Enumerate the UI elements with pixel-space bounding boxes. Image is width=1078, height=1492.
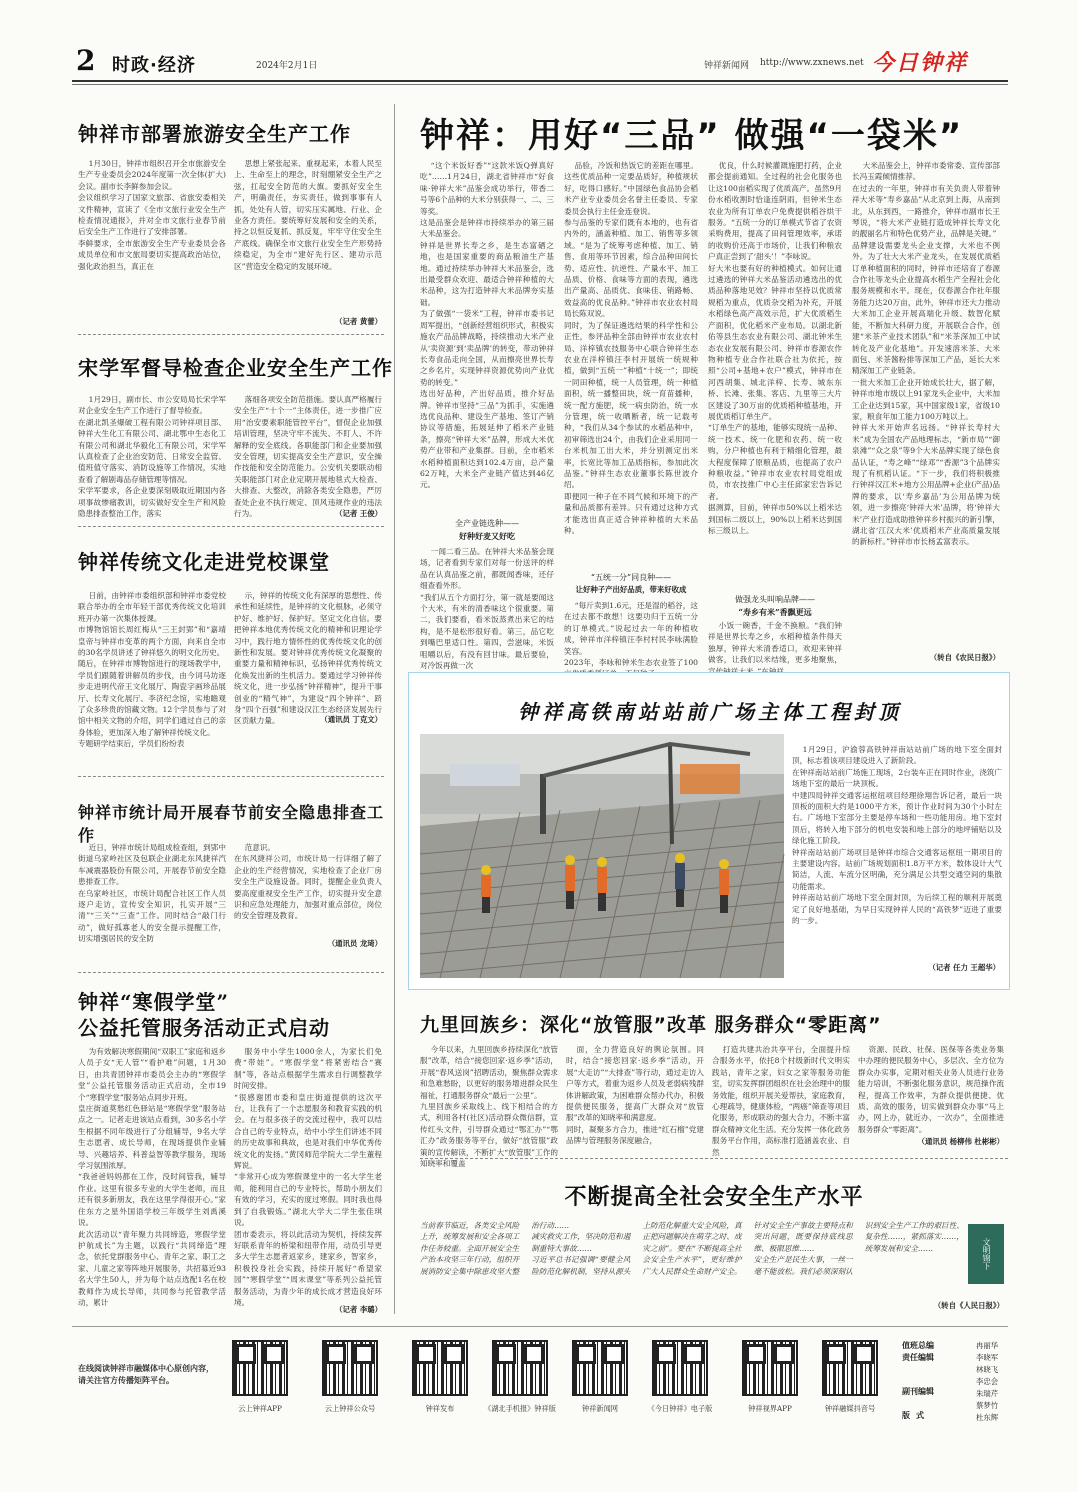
headline-editorial: 不断提高全社会安全生产水平 (564, 1184, 864, 1210)
lead-subhead3a: 做强龙头叫响品牌—— (735, 595, 815, 604)
lead-col2a: 品验，冷饭和热饭它的差距在哪里。这些优质品种一定要品质好，种植规状好，吃得口感好。”中国绿色食品协会稻米产业专业委员会名誉主任委员、专家委员会执行主任金连登说。 参与品鉴的专家们既有本地的，也有省内外的，涵盖种植、加工、销售等多领域。“是为了统筹考虑种植、加工、销售、食用等环节因素，综合品种田间长势、适应性、抗逆性、产量水平、加工品质、价格、食味等方面的表现，遴选出产量高、品质优、食味佳、销路畅、效益高的优良品种。”钟祥市农业农村局局长陈双说。 同时，为了保证遴选结果的科学性和公正性，参评品种全部由钟祥市农业农村局、洋梓镇农技服务中心联合钟祥生态农业在洋梓镇汪李村开展统一统规种植，做到“五统一”种植“十统一”；即统一同田种植，统一人员管理，统一种植面积，统一播整田块，统一育苗播种，统一配方施肥，统一病虫防治，统一水分管理，统一收晒断者，统一记载考种，“我们从34个参试的水稻品种中，初审筛选出24个，由我们企业采用同一台米机加工出大米，并分别测定出米率，长宽比等加工品质指标，参加此次品鉴。”钟祥生态农业董事长陈世波介绍。 即便同一种子在不同气候和环境下的产量和品质都有差异。只有通过这种方式才能选出真正适合钟祥种植的大米品种。 (564, 161, 698, 535)
divider (420, 1158, 1008, 1159)
divider (78, 776, 384, 777)
credits-label: 版式 (902, 1410, 930, 1420)
headline-inspection: 宋学军督导检查企业安全生产工作 (78, 356, 393, 380)
qr-caption: 《今日钟祥》电子版 (647, 1404, 713, 1413)
tourism-safety-col1: 1月30日，钟祥市组织召开全市旅游安全生产专业委员会2024年度第一次全体(扩大)会议。副市长李鲜参加会议。 会议组织学习了国家文旅部、省旅安委相关文件精神，宣读了《全市文旅行业安全生产检查情况通报》，并对全市文旅行业春节前后安全生产工作进行了安排部署。 李鲜要求，全市旅游安全生产专业委员会各成员单位和市文旅局要切实提高政治站位，强化政治担当，真正在 (78, 159, 226, 271)
lead-col1b: 一闻二看三品。在钟祥大米品鉴会现场，记者看到专家们对每一份送评的样品在认真品鉴之前，都既闻香味，还仔细查看外形。 “我们从五个方面打分，第一就是要闻这个大米，有米的清香味这个很重要。第二，我们要看，看米饭蒸煮出来它的结构，是不是松形很好看。第三，品它吃到嘴巴里适口性。第四，尝滋味，米饭咀嚼以后，有没有回甘味。最后要验，对冷饭再做一次 (420, 547, 554, 671)
culture-col2: 示，钟祥的传统文化有深厚的思想性、传承性和延续性，是钟祥的文化根脉，必须守护好、维护好、保护好。坚定文化自信。要把钟祥本地优秀传统文化的精神和识理论学习中，践行地方情怀性的优秀传统文化的创新性和发展。要对钟祥优秀传统文化凝聚的重要力量和精神标识，弘扬钟祥优秀传统文化焕发出新的生机活力。要通过学习钟祥传统文化，进一步弘扬“钟祥精神”，提升干事创业的“精气神”，为建设“四个钟祥”、跻身“四个百强”和建设汉江生态经济发展先行区贡献力量。 (234, 591, 382, 726)
lead-subhead1a: 全产业链选种—— (455, 519, 519, 528)
site-name: 钟祥新闻网 (704, 61, 750, 71)
inspection-byline: （记者 王俊） (335, 509, 382, 518)
qr-caption: 钟祥视界APP (748, 1404, 792, 1413)
credits-name: 蔡梦竹 (976, 1401, 999, 1410)
footer-notice: 在线阅读钟祥市融媒体中心原创内容，请关注官方传播矩阵平台。 (78, 1363, 214, 1385)
construction-photo (420, 734, 784, 978)
credits-name: 李忠会 (976, 1377, 999, 1386)
masthead-rule-thin (72, 84, 1008, 85)
lead-subhead2a: “五统一分”同良种—— (590, 573, 672, 582)
headline-winter-school-line2: 公益托管服务活动正式启动 (78, 1016, 330, 1040)
credits-label: 责任编辑 (902, 1352, 934, 1362)
divider (78, 972, 384, 973)
culture-col1: 日前，由钟祥市委组织部和钟祥市委党校联合举办的全市年轻干部优秀传统文化培训班开办第一次集体授课。 市博物馆馆长周红梅从“三王封郢”和“嘉靖皇帝与钟祥市变革的两个方面，向来自全市的30名学员讲述了钟祥悠久的明文化历史。 随后，在钟祥市博物馆进行的现场教学中，学员们跟随着讲解员的步伐，由今词马坊逐步走进明代帝王文化展厅、陶瓷字画珍品展厅、长寿文化展厅、李济纪念馆，实地瞻观了众多珍贵的馆藏文物。12个学员参与了对馆中相关文物的介绍，同学们通过自己的亲身体验，更加深入地了解钟祥传统文化。 专题研学结束后，学员们纷纷表 (78, 591, 226, 749)
page-number: 2 (76, 44, 96, 77)
headline-tourism-safety: 钟祥市部署旅游安全生产工作 (78, 122, 351, 146)
qr-caption: 云上钟祥APP (238, 1404, 282, 1413)
winter-school-col2: 服务中小学生1000余人，为家长们免费“带娃”。“寒假学堂”将紧密结合“赛制”等，各站点根据学生需求自行调整教学时间安排。 “很感谢团市委和皇庄街道提供的这次平台，让我有了一个志愿服务和教育实践的机会。在与很多孩子的交流过程中，我可以结合自己的专业特点，给中小学生们讲述不同的历史故事和典故，也是对我们中华优秀传统文化的发扬。”黄冈师范学院大二学生董程辉说。 “非常开心成为寒假课堂中的一名大学生老师，能利用自己的专业特长，帮助小朋友们有效的学习，充实的度过寒假。同时我也得到了自我锻炼。”湖北大学大二学生张佳琪说。 团市委表示，将以此活动为契机，持续发挥好联系青年的桥梁和纽带作用，动员引导更多大学生志愿者返家乡，建家乡，智家乡，积极投身社会实践，持续开展好“希望家园”“寒假学堂”“周末课堂”等系列公益托管服务活动，为青少年的成长成才营造良好环境。 (234, 1047, 382, 1307)
stats-byline: （通讯员 龙琦） (327, 939, 382, 948)
inspection-col2: 落细各项安全防范措施。要认真严格履行安全生产“十个一”主体责任，进一步推广应用“治安要素职能管控平台”，督促企业加强培训管理，坚决守牢不流失、不盯人、不许解释的安全底线。各职能部门和企业要加强安全管理，切实提高安全生产意识，安全操作技能和安全防范能力。公安机关要联动相关职能部门对企业定期开展地毯式大检查、大排查、大整改，消除各类安全隐患，严厉查处企业不执行规定、顶风违规作业的违法行为。 (234, 395, 382, 519)
construction-scene (420, 734, 784, 978)
credits-name: 李晓军 (976, 1353, 999, 1362)
credits-name: 杜东辉 (976, 1413, 999, 1422)
masthead-rule (72, 80, 1008, 82)
lead-byline: （转自《农民日报》） (929, 653, 1000, 662)
jiuli-col2: 面，全力营造良好的舆论氛围。同时，结合“接您回家·返乡季”活动，开展“大走访”“大排查”等行动，通过走访入户等方式，着重为返乡人员及老弱病残群体讲解政策，为困难群众帮办代办，积极提供便民服务，提高广大群众对“放管服”改革的知晓率和满意度。 同时，凝聚多方合力，推进“红石榴”党建品牌与管理服务深度融合， (566, 1045, 704, 1146)
qr-caption: 钟祥发布 (425, 1404, 455, 1413)
tourism-safety-col2: 思想上紧张起来、重视起来，本着人民至上、生命至上的理念，时刻绷紧安全生产之弦，扛起安全防范的大旗。要抓好安全生产，明确责任，夯实责任，做到事事有人抓，处处有人管，切实压实属地、行业、企业各方责任。要统筹好发展和安全的关系，持之以恒反复抓、抓反复，牢牢守住安全生产底线。确保全市文旅行业安全生产形势持续稳定，为全市“建好先行区、建功示范区”营造安全稳定的发展环境。 (234, 159, 382, 271)
column-separator (394, 104, 395, 1314)
stats-col2: 范意识。 在东风捷祥公司，市统计局一行详细了解了企业的生产经营情况，实地检查了企业厂房安全生产设施设备。同时，提醒企业负责人要高度重视安全生产工作，切实提升安全意识和应急处理能力，加强对重点部位，岗位的安全管理及教育。 (234, 843, 382, 921)
footer-notice-box (78, 1362, 220, 1422)
jiuli-col3: 打造共建共治共享平台，全面提升综合服务水平，依托8个村级新时代文明实践站，青年之家，妇女之家等服务功能室，切实发挥群团组织在社会治理中的服务效能，组织开展关爱帮扶，家庭教育，心理疏导，健康体检，“两癌”筛查等项目化服务，形成联动的强大合力，不断丰富群众精神文化生活。充分发挥一体化政务服务平台作用，高标准打造涵盖农业、自然 (712, 1045, 850, 1157)
section-title: 时政·经济 (112, 55, 196, 76)
headline-stats: 钟祥市统计局开展春节前安全隐患排查工作 (78, 803, 385, 845)
qr-code-yunshang-wechat[interactable] (322, 1340, 378, 1396)
inspection-col1: 1月29日，副市长、市公安局局长宋学军对企业安全生产工作进行了督导检查。 在湖北凯圣爆破工程有限公司钟祥项目部、钟祥大生化工有限公司、湖北鄂中生态化工有限公司和湖北华毅化工有限公司，宋学军认真检查了企业治安防范、日常安全监管、值班值守落实、消防设施等工作情况，实地查看了解剧毒品存储管理等情况。 宋学军要求，各企业要深刻吸取近期国内各项事故惨痛教训，切实做好安全生产和风险隐患排查整治工作，落实 (78, 395, 226, 519)
newspaper-logo: 今日钟祥 (872, 50, 969, 76)
footer-rule (72, 1326, 1008, 1327)
editorial-credits (902, 1340, 1008, 1420)
qr-caption: 《湖北手机报》钟祥版 (484, 1404, 556, 1413)
qr-code-douyin[interactable] (822, 1340, 878, 1396)
lead-col3b: 小饭一碗香，千金不换粮。“我们钟祥是世界长寿之乡，水稻种植条件得天独厚，钟祥大米清香适口，欢迎来钟祥做客，让我们以米结缘，更多地聚焦， (708, 621, 842, 665)
lead-col2b: “每斤卖到1.6元，还是湿的稻谷，这在过去都不敢想！这要功归于五统一分的订单模式。”说起过去一年的种植收成，钟祥市洋梓镇汪李村村民李咏满脸笑容。 2023年，李咏和钟米生态农业签了100 (564, 601, 698, 668)
editorial-text: 当前春节临近，各类安全风险上升，统筹发展和安全各项工作任务较重。全面开展安全生产治本攻坚三年行动，组织开展消防安全集中除患攻坚大整治行动…… 减灾救灾工作，坚决防范和遏制重特大事故…… 习近平总书记强调“要健全风险防范化解机制，坚持从源头上防范化解重大安全风险，真正把问题解决在萌芽之时、成灾之前”。要在“不断提高全社会安全生产水平”，更好维护广大人民群众生命财产安全。针对安全生产事故主要特点和突出问题，既要保持底线思维、极限思维…… 安全生产是民生大事，一丝一毫不能放松。我们必须深刻认识到安全生产工作的艰巨性、复杂性……，紧抓落实……，统筹发展和安全…… (420, 1221, 964, 1276)
masthead (72, 40, 1008, 80)
stats-col1: 近日，钟祥市统计局组成检查组，到郢中街道乌家岭社区及包联企业湖北东风捷祥汽车减震器股份有限公司，开展春节前安全隐患排查工作。 在乌家岭社区，市统计局配合社区工作人员逐户走访，宣传安全知识，扎实开展“三清”“三关”“三查”工作。同时结合“敲门行动”，做好孤寡老人的安全提示提醒工作，切实增强居民的安全防 (78, 843, 226, 944)
headline-railway: 钟祥高铁南站站前广场主体工程封顶 (518, 700, 902, 724)
jiuli-col1: 今年以来，九里回族乡持续深化“放管服”改革，结合“接您回家·返乡季”活动，开展“春风送岗”招聘活动，聚焦群众需求和急难愁盼，以更好的服务增进群众民生福祉，打通服务群众“最后一公里”。 九里回族乡采取线上、线下相结合的方式，利用各村(社区)活动群众微信群，宣传红头文件，引导群众通过“鄂汇办”“鄂汇办”政务服务等平台，做好“放管服”政策的宣传解读，不断扩大“放管服”工作的知晓率和覆盖 (420, 1045, 558, 1169)
railway-text: 1月29日，沪渝蓉高铁钟祥南站站前广场的地下室全面封顶，标志着该项目建设进入了新阶段。 在钟祥南站站前广场施工现场，2台装车正在同时作业，浇筑广场地下室的最后一块顶板。 中建四局钟祥交通客运枢纽项目经理徐翔告诉记者，最后一块顶板的面积大约是1000平方米，预计作业时间为30个小时左右。广场地下室部分主要是停车场和一些功能用房。地下室封顶后，将转入地下部分的机电安装和地上部分的地坪铺贴以及绿化施工阶段。 钟祥南站站前广场项目是钟祥市综合交通客运枢纽一期项目的主要建设内容。站前广场规划面积1.8万平方米，数体设计大气简洁，人流、车流分区明确，充分满足公共型交通空间的集散功能需求。 钟祥南站站前广场地下室全面封顶，为后续工程的顺利开展奠定了良好地基础，为早日实现钟祥人民的“高铁梦”迈进了重要的一步。 (792, 745, 1002, 926)
lead-subhead2b: 让好种子产出好品质，带来好收成 (575, 585, 687, 594)
lead-col4: 大米品鉴会上，钟祥市委常委、宣传部部长冯玉霞倾情推荐。 在过去的一年里，钟祥市有关负责人带着钟祥大米等“寿乡嘉品”从北京到上海，从南到北，从东到西，一路推介，钟祥市副市长王琴说，“将大米产业链打造成钟祥长寿文化的靓丽名片和特色优势产业，品牌是关键。” 品牌建设需要龙头企业支撑，大米也不例外。为了壮大大米产业龙头，在发展优质稻订单种植面积的同时，钟祥市还培育了春源合作社等龙头企业提高水稻生产全程社会化服务规模和水平。现在，仅春源合作社年服务能力达20万亩，此外，钟祥市还大力推动大米加工企业开展高端化升级、数智化赋能，不断加大科研力度，开展联合合作，创建“米茶产业技术团队”和“米茶深加工中试转化及产业化基地”。开发速溶米茶、大米面包、米茶酱粉排等深加工产品，延长大米精深加工产业链条。 一批大米加工企业开始成长壮大，据了解，钟祥市地市级以上91家龙头企业中，大米加工企业达到15家，其中国家级1家，省级10家，粮食年加工能力100万吨以上。 钟祥大米开始声名远扬。“钟祥长寿村大米”成为全国农产品地理标志，“新市局”“御泉滩”“众之泉”等9个大米品牌实现了绿色食品认证，“寿之峰”“绿邓”“香源”3个品牌实现了有机稻认证。“下一步，我们将积极推行钟祥汉江米+地方公用品牌+企业(产品)品牌的要求，以‘寿乡嘉品’为公用品牌为统领，进一步擦亮‘钟祥大米’品牌，将‘钟祥大米’产业打造成助推钟祥乡村振兴的新引擎，湖北省‘江汉大米’优质稻米产业高质量发展的新标杆。”钟祥市市长杨孟富表示。 (852, 161, 1000, 547)
qr-code-epaper[interactable] (652, 1340, 708, 1396)
editorial-badge (968, 1224, 1004, 1284)
qr-caption: 钟祥融媒抖音号 (824, 1404, 876, 1413)
qr-code-shijie-app[interactable] (742, 1340, 798, 1396)
qr-caption: 钟祥新闻网 (582, 1404, 618, 1413)
divider (78, 526, 384, 527)
winter-school-col1: 为有效解决寒假期间“双职工”家庭和返乡人员子女“无人管”“看护难”问题，1月30日，由共青团钟祥市委员会主办的“寒假学堂”公益托管服务活动正式启动，全市19个“寒假学堂”服务站点同步开班。 皇庄街道莫愁红色驿站是“寒假学堂”服务站点之一。记者走进该站点看到，30多名小学生根据不同年级进行了分组辅导，9名大学生志愿者、成长导师，在现场提供作业辅导、兴趣培养、科普益智等教学服务，现场学习氛围浓厚。 “我爸爸妈妈都在工作，没时间管我，辅导作业。这里有很多专业的大学生老师，而且还有很多新朋友，我在这里学得很开心。”家住东方之星外国语学校三年级学生刘禹溪说。 此次活动以“青年聚力共同缔造，寒假学堂护航成长”为主题，以践行“共同缔造”理念，依托党群服务中心、青年之家、职工之家、儿童之家等阵地开展服务，共招募近93名大学生50人，并为每个站点选配1名在校教师作为成长导师，共同参与托管教学活动，累计 (78, 1047, 226, 1307)
lead-col3a: 优良，什么时候灌溉施肥打药，企业都会提前通知。全过程的社会化服务也让这100亩稻实现了优质高产。虽然9月份水稻收割时恰逢连阴雨，但钟米生态农业为所有订单农户免费提供稻谷烘干服务。“五统一分的订单模式节省了农资采购费用，提高了田间管理效率，承诺的收购价还高于市场价，让我们种粮农户真正尝到了‘甜头’！”李咏说。 好大米也要有好的种植模式。如何让通过遴选的钟祥大米品鉴活动遴选出的优质品种落地见效？钟祥市坚持以优质常规稻为重点，优质杂交稻为补充，开展水稻绿色高产高效示范，扩大优质稻生产面积，优化稻米产业布局。以湖北新佑等县生态农业有限公司、湖北钟米生态农业发展有限公司、钟祥市春源农作物种植专业合作社联合社为依托，按照“公司+基地+农户”模式，钟祥市在河西胡集、城北洋梓、长寿、城东东桥、长滩、张集、客店、九里等三大片区建设了30万亩的优质稻种植基地，开展优质稻订单生产。 “订单生产的基地，能够实现统一品种、统一技术、统一化肥和农药、统一收购，分户种植也有利于精细化管理，最大程度保障了原粮品质，也提高了农户种粮收益。”钟祥市农业农村局党组成员，市农技推广中心主任邱家宏告诉记者。 据测算，目前，钟祥市50%以上稻米达到国标二级以上，90%以上稻米达到国标三级以上。 (708, 161, 842, 535)
credits-label: 副刊编辑 (902, 1386, 934, 1396)
jiuli-byline: （通讯员 杨柳伟 杜彬彬） (917, 1137, 1004, 1146)
headline-culture: 钟祥传统文化走进党校课堂 (78, 550, 330, 574)
tourism-safety-byline: （记者 黄蕾） (335, 317, 382, 326)
divider (78, 334, 384, 335)
qr-code-zhongxiang-release[interactable] (412, 1340, 468, 1396)
editorial-badge-label: 文明锦下 (982, 1238, 991, 1270)
credits-name: 朱瑞芹 (976, 1389, 999, 1398)
jiuli-col4: 资源、民政、社保、医保等各类业务集中办理的便民服务中心，多层次、全方位为群众办实事，定期对相关业务人员进行业务能力培训，不断强化服务意识，规范操作流程，提高工作效率，为群众提供便捷、优质、高效的服务，切实做到群众办事“马上办，网上办，就近办，一次办”，全面推进服务群众“零距离”。 (858, 1045, 1004, 1134)
lead-col1a: “这个米饭好香”“这款米饭Q弹真好吃”……1月24日，湖北省钟祥市“好食味·钟祥大米”品鉴会成功举行，带香二号等6个品种的大米分别获得一、二、三等奖。 这是品鉴会是钟祥市持续举办的第三届大米品鉴会。 钟祥是世界长寿之乡，是生态富硒之地，也是国家重要的商品粮油生产基地。通过持续举办钟祥大米品鉴会，选出最受群众欢迎、最适合钟祥种植的大米品种，这为打造钟祥大米品牌夯实基础。 为了做强“一袋米”工程，钟祥市委书记周军提出，“创新经营组织形式，积极实施农产品品牌战略，持续推动大米产业从‘卖资源’到‘卖品牌’的转变，带动钟祥长寿食品走向全国，从而擦亮世界长寿之乡名片，实现钟祥资源优势向产业优势的转变。” 选出好品种，产出好品质，推介好品牌。钟祥市坚持“三品”为抓手，实施遴选优良品种、建设生产基地、签订产销协议等措施，拓展延伸了稻米产业链条，擦亮“钟祥大米”品牌，形成大米优势产业带和产业集群。目前，全市稻米水稻种植面积达到102.4万亩，总产量62万吨，大米全产业链产值达到46亿元。 (420, 161, 554, 490)
issue-date: 2024年2月1日 (256, 61, 318, 71)
editorial-byline: （转自《人民日报》） (933, 1301, 1004, 1310)
culture-byline: （通讯员 丁克文） (320, 715, 382, 724)
lead-subhead1b: 好种好麦又好吃 (459, 531, 515, 541)
railway-byline: （记者 任力 王超华） (928, 963, 1000, 972)
qr-code-yunshang-app[interactable] (232, 1340, 288, 1396)
site-url: http://www.zxnews.net (760, 58, 864, 68)
headline-lead: 钟祥：用好“三品” 做强“一袋米” (420, 116, 964, 156)
credits-name: 林晓飞 (976, 1365, 999, 1374)
headline-winter-school-line1: 钟祥“寒假学堂” (78, 990, 230, 1014)
credits-name: 冉丽华 (976, 1341, 999, 1350)
qr-code-hubei-mobile-paper[interactable] (492, 1340, 548, 1396)
headline-jiuli: 九里回族乡：深化“放管服”改革 服务群众“零距离” (420, 1014, 882, 1036)
winter-school-byline: （记者 李璐） (335, 1305, 382, 1314)
qr-caption: 云上钟祥公众号 (324, 1404, 376, 1413)
qr-code-news-site[interactable] (572, 1340, 628, 1396)
credits-label: 值班总编 (902, 1340, 934, 1350)
lead-subhead3b: “寿乡有米”香飘更远 (738, 607, 812, 617)
